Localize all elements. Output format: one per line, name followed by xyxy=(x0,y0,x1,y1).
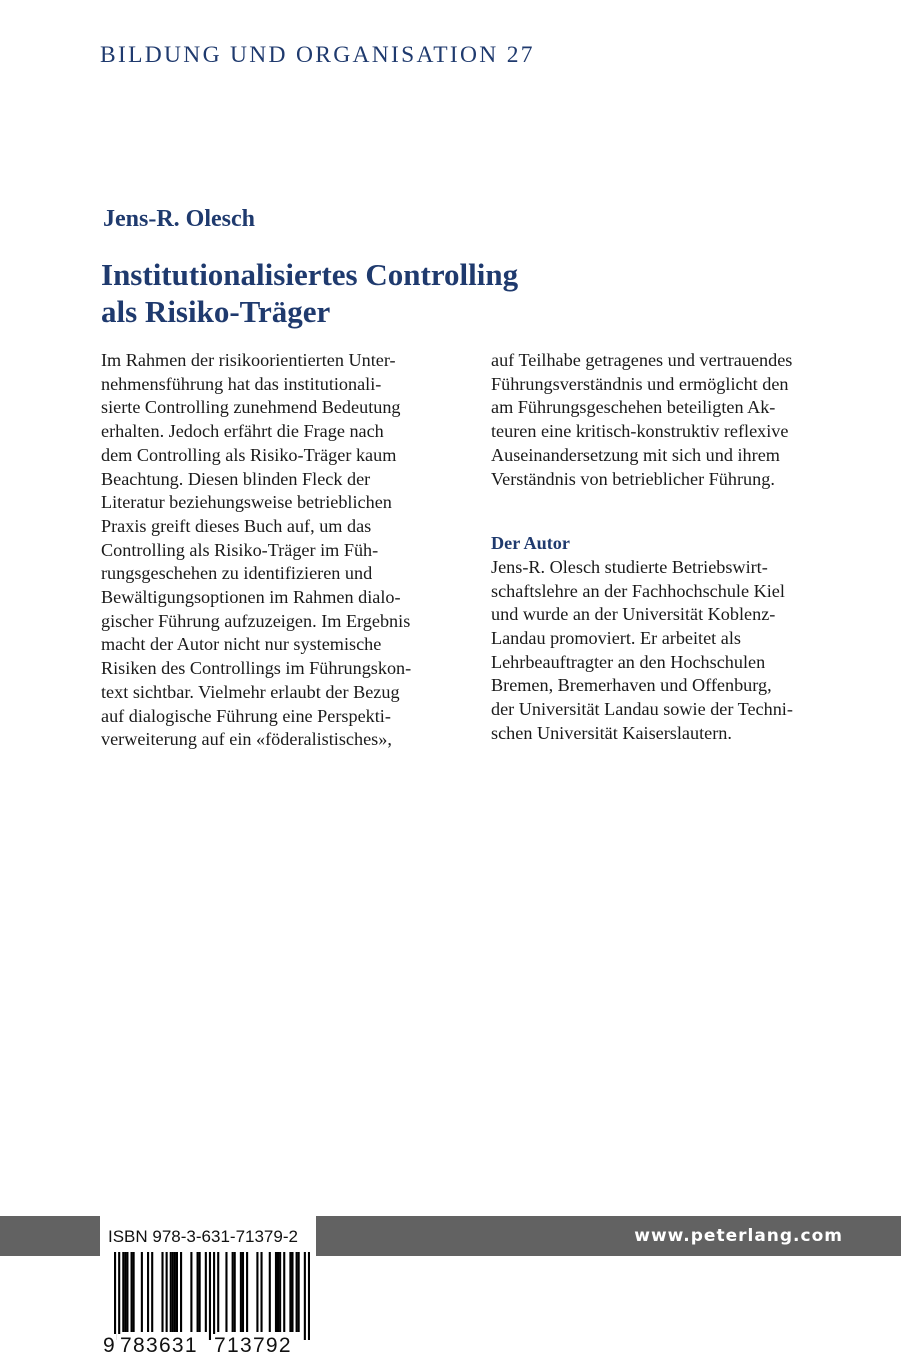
series-title: BILDUNG UND ORGANISATION 27 xyxy=(100,42,535,68)
barcode-bar xyxy=(269,1252,271,1332)
barcode-bar xyxy=(225,1252,227,1332)
barcode-bar xyxy=(308,1252,310,1340)
barcode-bar xyxy=(147,1252,149,1332)
blurb-line: erhalten. Jedoch erfährt die Frage nach xyxy=(101,421,384,442)
barcode-bar xyxy=(205,1252,207,1332)
barcode-digit-first: 9 xyxy=(103,1334,115,1357)
barcode-bar xyxy=(209,1252,211,1340)
about-author-line: schen Universität Kaiserslautern. xyxy=(491,722,732,743)
barcode-bar xyxy=(277,1252,279,1332)
isbn-label: ISBN 978-3-631-71379-2 xyxy=(108,1227,298,1246)
title-line: Institutionalisiertes Controlling xyxy=(101,257,519,292)
blurb-line: auf Teilhabe getragenes und vertrauendes xyxy=(491,350,793,370)
barcode-bar xyxy=(296,1252,298,1332)
barcode-bar xyxy=(213,1252,215,1340)
barcode-bar xyxy=(283,1252,285,1332)
about-author-line: der Universität Landau sowie der Techni- xyxy=(491,699,793,720)
barcode-bar xyxy=(256,1252,258,1332)
blurb-line: verweiterung auf ein «föderalistisches», xyxy=(101,729,392,750)
barcode-bar xyxy=(260,1252,262,1332)
blurb-line: Praxis greift dieses Buch auf, um das xyxy=(101,515,372,536)
barcode-bar xyxy=(161,1252,163,1332)
barcode-bar xyxy=(234,1252,236,1332)
barcode-bar xyxy=(242,1252,244,1332)
blurb-line: Im Rahmen der risikoorientierten Unter- xyxy=(101,350,396,370)
author-name: Jens-R. Olesch xyxy=(103,206,255,232)
barcode-bar xyxy=(232,1252,234,1332)
publisher-website[interactable]: www.peterlang.com xyxy=(634,1226,843,1246)
barcode-bar xyxy=(170,1252,172,1332)
blurb-left-column xyxy=(101,349,476,752)
blurb-line: macht der Autor nicht nur systemische xyxy=(101,634,382,655)
barcode-bar xyxy=(172,1252,174,1332)
blurb-line: rungsgeschehen zu identifizieren und xyxy=(101,563,373,584)
barcode-bar xyxy=(141,1252,143,1332)
blurb-line: Verständnis von betrieblicher Führung. xyxy=(491,468,775,489)
barcode-bar xyxy=(197,1252,199,1332)
blurb-right-column xyxy=(491,349,851,746)
blurb-line: auf dialogische Führung eine Perspekti- xyxy=(101,705,391,726)
barcode-bar xyxy=(180,1252,182,1332)
barcode-bar xyxy=(190,1252,192,1332)
barcode-bar xyxy=(217,1252,219,1332)
barcode-bar xyxy=(166,1252,168,1332)
barcode-icon xyxy=(104,1252,310,1340)
blurb-line: Bewältigungsoptionen im Rahmen dialo- xyxy=(101,587,401,608)
about-author-line: Lehrbeauftragter an den Hochschulen xyxy=(491,651,766,672)
blurb-line: sierte Controlling zunehmend Bedeutung xyxy=(101,397,401,418)
blurb-line: text sichtbar. Vielmehr erlaubt der Bezug xyxy=(101,681,400,702)
book-title xyxy=(101,256,821,330)
barcode-bar xyxy=(289,1252,291,1332)
barcode-bar xyxy=(124,1252,126,1332)
barcode-bar xyxy=(199,1252,201,1332)
about-author-heading: Der Autor xyxy=(491,533,570,554)
barcode-bar xyxy=(131,1252,133,1332)
about-author-line: Bremen, Bremerhaven und Offenburg, xyxy=(491,675,772,696)
blurb-line: teuren eine kritisch-konstruktiv reflexive xyxy=(491,421,789,442)
barcode-digits-left: 783631 xyxy=(120,1334,198,1357)
about-author-line: schaftslehre an der Fachhochschule Kiel xyxy=(491,580,785,601)
barcode-bar xyxy=(126,1252,128,1332)
blurb-line: Literatur beziehungsweise betrieblichen xyxy=(101,492,392,513)
blurb-line: Auseinandersetzung mit sich und ihrem xyxy=(491,444,780,465)
blurb-line: Führungsverständnis und ermöglicht den xyxy=(491,373,789,394)
barcode-bar xyxy=(240,1252,242,1332)
barcode-bar xyxy=(176,1252,178,1332)
barcode-bar xyxy=(275,1252,277,1332)
blurb-line: gischer Führung aufzuzeigen. Im Ergebnis xyxy=(101,610,411,631)
about-author-line: Landau promoviert. Er arbeitet als xyxy=(491,628,741,649)
blurb-line: am Führungsgeschehen beteiligten Ak- xyxy=(491,397,776,418)
title-line: als Risiko-Träger xyxy=(101,294,331,329)
barcode-bar xyxy=(122,1252,124,1332)
barcode-bar xyxy=(304,1252,306,1340)
barcode-bar xyxy=(151,1252,153,1332)
barcode-bar xyxy=(114,1252,116,1340)
barcode-bar xyxy=(174,1252,176,1332)
about-author-line: Jens-R. Olesch studierte Betriebswirt- xyxy=(491,556,768,577)
blurb-line: Risiken des Controllings im Führungskon- xyxy=(101,658,412,679)
barcode-digits-right: 713792 xyxy=(214,1334,292,1357)
blurb-line: Beachtung. Diesen blinden Fleck der xyxy=(101,468,371,489)
barcode-bar xyxy=(291,1252,293,1332)
about-author-line: und wurde an der Universität Koblenz- xyxy=(491,604,776,625)
barcode-bar xyxy=(133,1252,135,1332)
blurb-line: dem Controlling als Risiko-Träger kaum xyxy=(101,444,397,465)
blurb-line: nehmensführung hat das institutionali- xyxy=(101,373,382,394)
barcode-bar xyxy=(246,1252,248,1332)
blurb-line: Controlling als Risiko-Träger im Füh- xyxy=(101,539,379,560)
barcode-bar xyxy=(279,1252,281,1332)
barcode-bar xyxy=(118,1252,120,1340)
barcode-bar xyxy=(298,1252,300,1332)
